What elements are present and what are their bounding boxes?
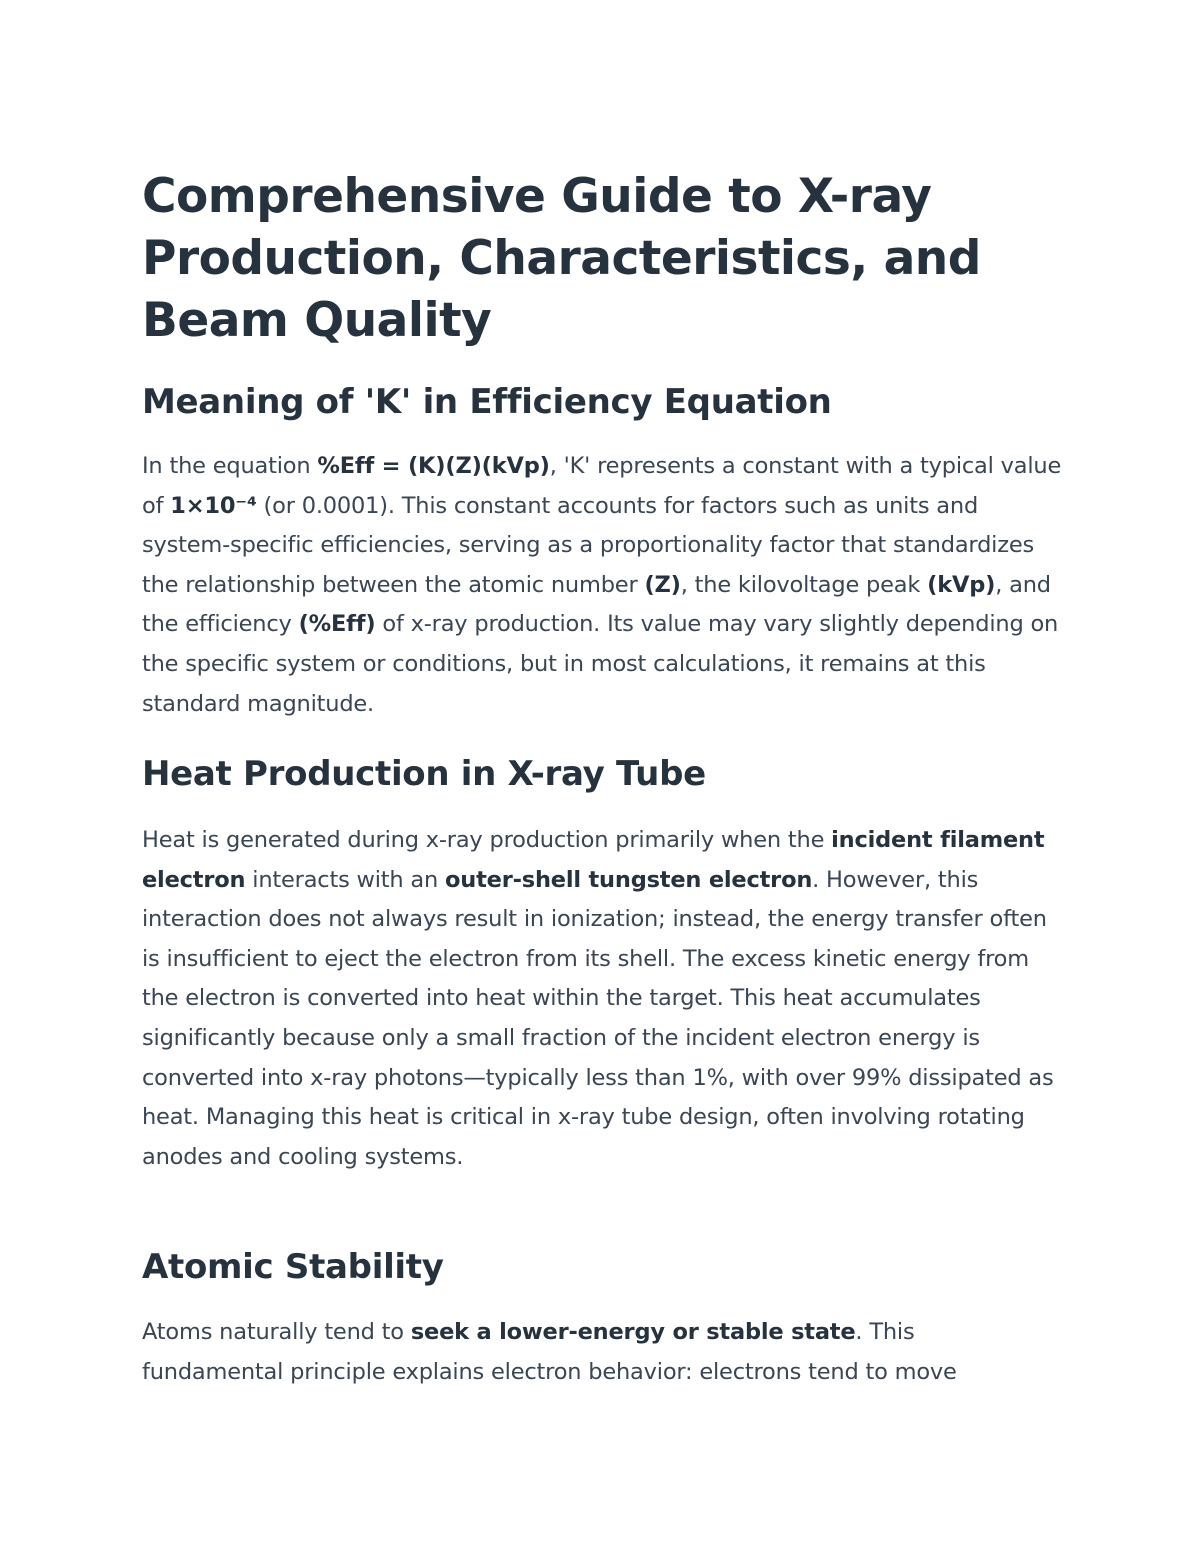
text-run: , the kilovoltage peak xyxy=(680,571,928,598)
text-run: , and the efficiency xyxy=(142,571,1051,638)
text-run: . However, this interaction does not always result in ionization; instead, the energy transfer often is insufficient to eject the electron from its shell. The excess kinetic energy from the electron is converted into heat within the target. This heat accumulates significantly because only a small fraction of the incident electron energy is converted into x-ray photons—typically less than 1%, with over 99% dissipated as heat. Managing this heat is critical in x-ray tube design, often involving rotating anodes and cooling systems. xyxy=(142,866,1054,1170)
bold-run: (%Eff) xyxy=(298,611,376,638)
bold-run: (Z) xyxy=(644,571,681,598)
document-title: Comprehensive Guide to X-ray Production, Characteristics, and Beam Quality xyxy=(142,169,981,348)
section-heading-heat-production: Heat Production in X-ray Tube xyxy=(142,754,706,794)
text-run: Atoms naturally tend to xyxy=(142,1319,411,1345)
bold-run: %Eff = (K)(Z)(kVp) xyxy=(317,453,550,479)
section-heading-k-meaning: Meaning of 'K' in Efficiency Equation xyxy=(142,382,832,422)
text-run: . This fundamental principle explains electron behavior: electrons tend to move xyxy=(142,1319,957,1385)
bold-run: outer-shell tungsten electron xyxy=(445,866,813,893)
section-paragraph-heat-production xyxy=(142,821,1062,1177)
bold-run: incident filament electron xyxy=(142,827,1045,893)
section-paragraph-k-meaning xyxy=(142,447,1062,724)
text-run: Heat is generated during x-ray production primarily when the xyxy=(142,827,832,853)
text-run: , 'K' represents a constant with a typical value of xyxy=(142,453,1062,519)
text-run: (or 0.0001). This constant accounts for factors such as units and system-specific efficiencies, serving as a proportionality factor that standardizes the relationship between the atomic number xyxy=(142,492,1034,598)
bold-run: 1×10⁻⁴ xyxy=(170,492,257,519)
text-run: interacts with an xyxy=(245,866,446,893)
section-heading-atomic-stability: Atomic Stability xyxy=(142,1247,444,1287)
text-run: of x-ray production. Its value may vary slightly depending on the specific system or conditions, but in most calculations, it remains at this standard magnitude. xyxy=(142,611,1059,717)
text-run: In the equation xyxy=(142,453,318,479)
bold-run: (kVp) xyxy=(927,571,996,598)
bold-run: seek a lower-energy or stable state xyxy=(410,1319,856,1345)
section-paragraph-atomic-stability xyxy=(142,1313,1062,1392)
